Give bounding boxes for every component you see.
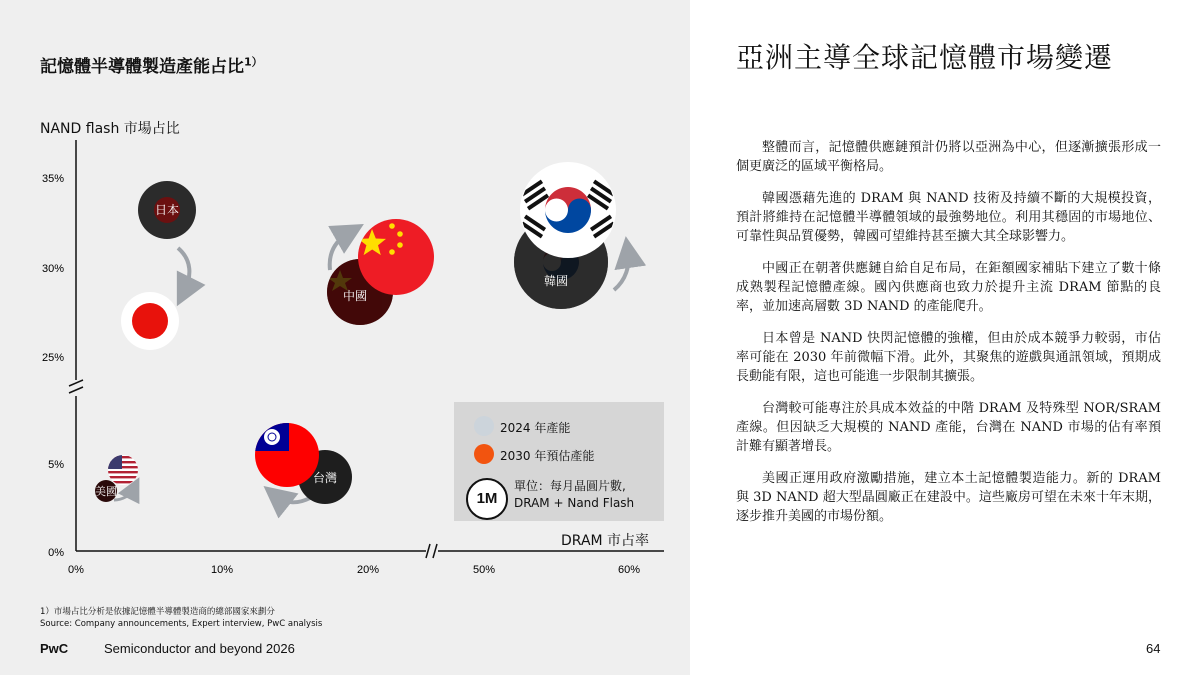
bubble-label-china: 中國	[342, 289, 368, 303]
report-title: Semiconductor and beyond 2026	[104, 641, 295, 656]
bubble-label-taiwan: 台灣	[312, 471, 338, 485]
legend-dot-2024	[474, 416, 494, 436]
section-title: 亞洲主導全球記憶體市場變遷	[736, 41, 1114, 74]
bubble-label-korea: 韓國	[543, 274, 569, 288]
x-tick-label: 10%	[210, 564, 234, 576]
x-tick-label: 50%	[472, 564, 496, 576]
bubble-china-2030	[358, 219, 434, 295]
bubble-label-usa: 美國	[95, 485, 117, 498]
chart-footnote	[40, 606, 322, 630]
bubble-japan-2030	[121, 292, 179, 350]
unit-description	[514, 478, 634, 512]
x-tick-label: 20%	[356, 564, 380, 576]
bubble-label-japan: 日本	[154, 203, 180, 217]
y-tick-label: 30%	[41, 263, 64, 275]
x-tick-label: 0%	[68, 564, 84, 576]
bubble-usa-2030	[108, 455, 138, 485]
y-tick-label: 25%	[41, 352, 64, 364]
unit-line-1: 單位：每月晶圓片數,	[514, 479, 626, 493]
legend-dot-2030	[474, 444, 494, 464]
taiwan-trend-arrow	[276, 496, 310, 502]
paragraph-china: 中國正在朝著供應鏈自給自足布局，在鉅額國家補貼下建立了數十條成熟製程記憶體產線。國內供應商也致力於提升主流 DRAM 節點的良率，並加速高層數 3D NAND 的產能爬升。	[736, 261, 1161, 314]
unit-line-2: DRAM + Nand Flash	[514, 496, 635, 510]
body-text	[736, 138, 1161, 539]
paragraph-overview: 整體而言，記憶體供應鏈預計仍將以亞洲為中心，但逐漸擴張形成一個更廣泛的區域平衡格局。	[736, 140, 1161, 174]
page-number: 64	[1146, 641, 1161, 656]
x-tick-label: 60%	[617, 564, 641, 576]
legend-label-2030: 2030 年預估產能	[500, 449, 595, 463]
paragraph-taiwan: 台灣較可能專注於具成本效益的中階 DRAM 及特殊型 NOR/SRAM 產線。但因缺乏大規模的 NAND 產能，台灣在 NAND 市場的佔有率預計難有顯著增長。	[736, 401, 1161, 454]
bubble-korea-2030	[520, 162, 616, 258]
unit-badge: 1M	[466, 478, 508, 520]
y-tick-label: 0%	[48, 547, 64, 559]
paragraph-korea: 韓國憑藉先進的 DRAM 與 NAND 技術及持續不斷的大規模投資，預計將維持在記憶體半導體領域的最強勢地位。利用其穩固的市場地位、可靠性與品質優勢，韓國可望維持甚至擴大其全球影響力。	[736, 191, 1161, 244]
source-line: Source: Company announcements, Expert interview, PwC analysis	[40, 619, 323, 629]
paragraph-japan: 日本曾是 NAND 快閃記憶體的強權，但由於成本競爭力較弱，市佔率可能在 2030 年前微幅下滑。此外，其聚焦的遊戲與通訊領域，預期成長動能有限，這也可能進一步限制其擴張。	[736, 331, 1161, 384]
bubble-taiwan-2030	[255, 423, 319, 487]
japan-trend-arrow	[178, 248, 189, 292]
chart-title-footnote-mark: 1）	[244, 55, 263, 69]
y-tick-label: 5%	[48, 459, 64, 471]
legend-label-2024: 2024 年產能	[500, 421, 571, 435]
y-axis-label: NAND flash 市場占比	[40, 121, 180, 137]
chart-title: 記憶體半導體製造產能占比$^{1)}$	[40, 55, 263, 77]
x-axis-break-icon	[426, 544, 437, 558]
y-axis-break-icon	[69, 380, 83, 393]
chart-legend	[454, 402, 664, 521]
y-tick-label: 35%	[41, 173, 64, 185]
x-axis-label: DRAM 市占率	[561, 533, 650, 549]
paragraph-usa: 美國正運用政府激勵措施，建立本土記憶體製造能力。新的 DRAM 與 3D NAND 超大型晶圓廠正在建設中。這些廠房可望在未來十年末期，逐步推升美國的市場份額。	[736, 471, 1161, 524]
usa-trend-arrow	[114, 488, 134, 500]
footnote-line-1: 1）市場占比分析是依據記憶體半導體製造商的總部國家來劃分	[40, 607, 275, 617]
korea-trend-arrow	[614, 252, 628, 290]
brand-logo-text: PwC	[40, 641, 69, 656]
